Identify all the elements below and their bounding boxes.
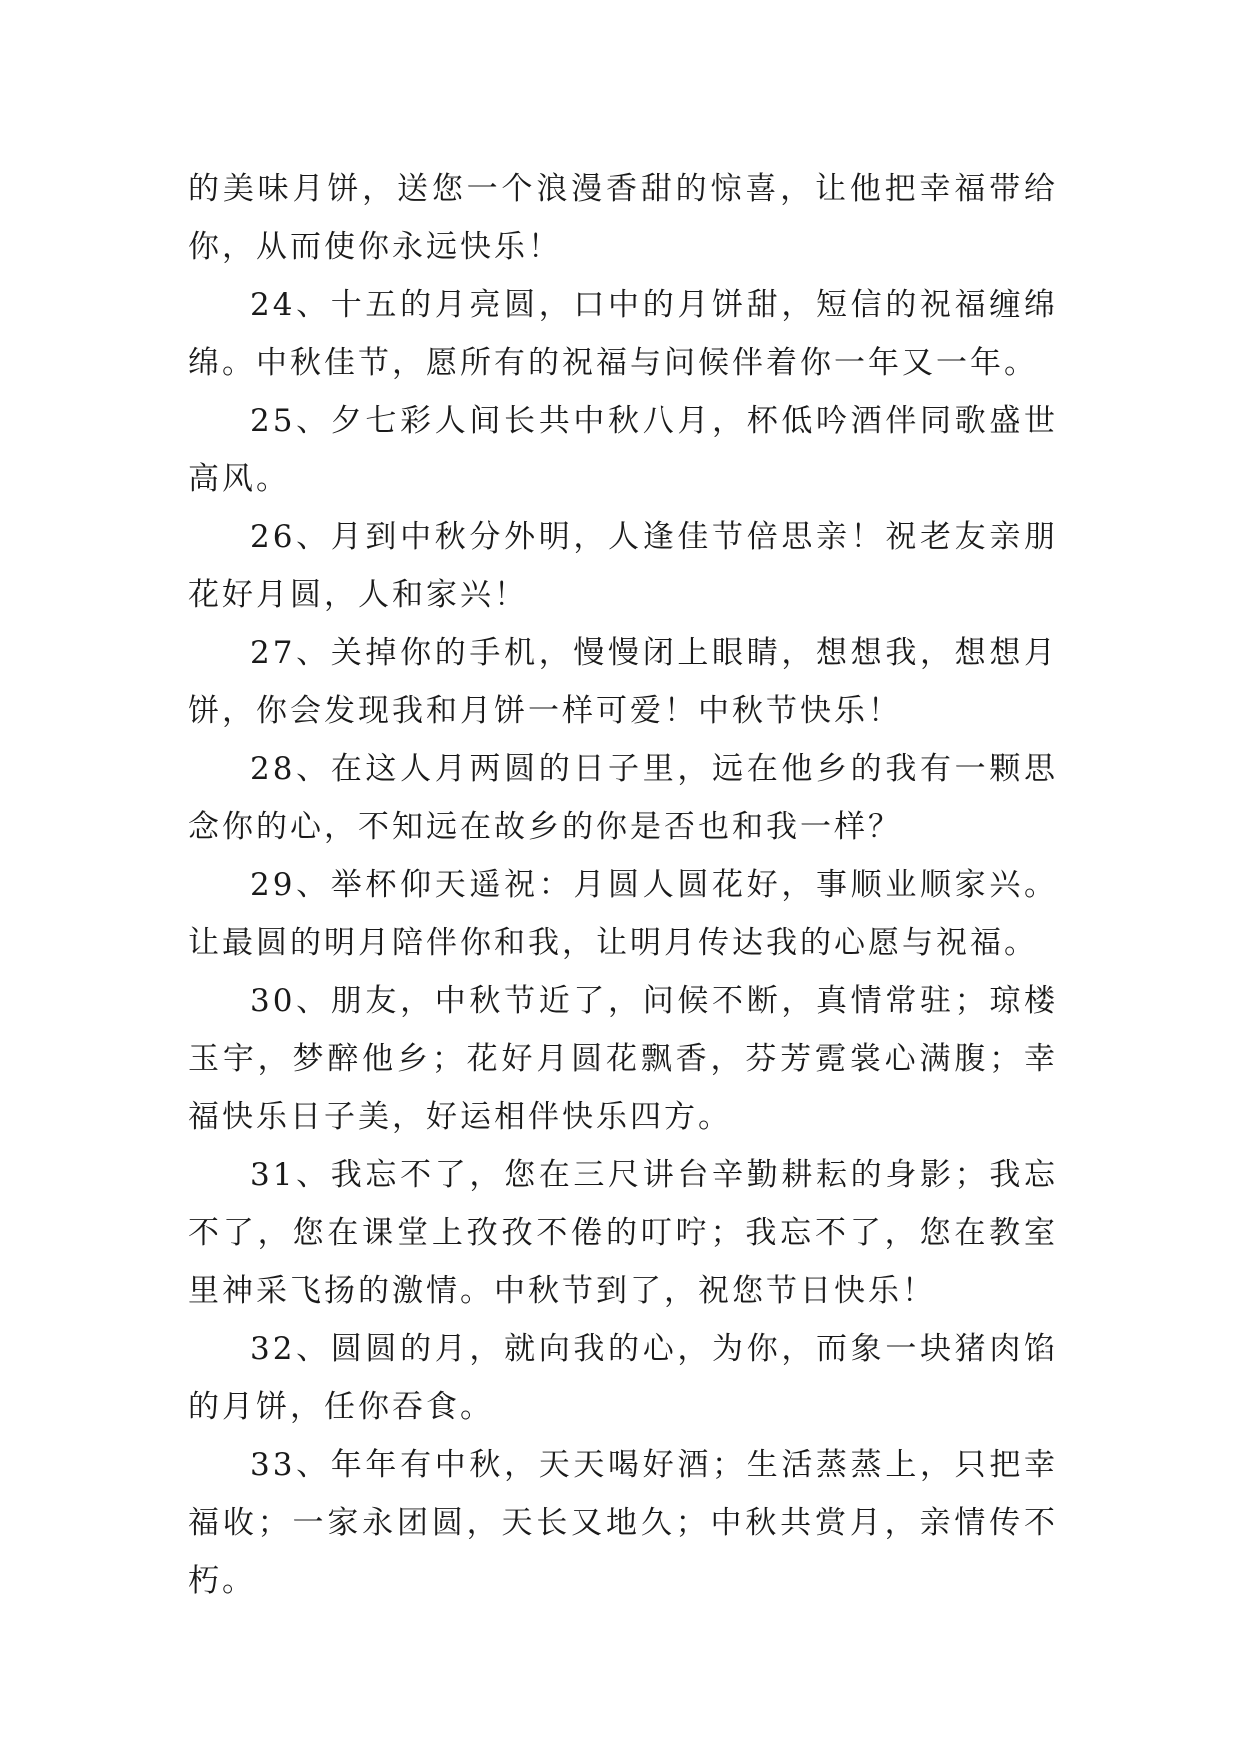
paragraph-31: 31、我忘不了，您在三尺讲台辛勤耕耘的身影；我忘不了，您在课堂上孜孜不倦的叮咛；我忘不了，您在教室里神采飞扬的激情。中秋节到了，祝您节日快乐！ — [188, 1157, 1058, 1309]
paragraph-33: 33、年年有中秋，天天喝好酒；生活蒸蒸上，只把幸福收；一家永团圆，天长又地久；中秋共赏月，亲情传不朽。 — [188, 1447, 1058, 1599]
paragraph-24: 24、十五的月亮圆，口中的月饼甜，短信的祝福缠绵绵。中秋佳节，愿所有的祝福与问候伴着你一年又一年。 — [188, 287, 1058, 381]
paragraph-28: 28、在这人月两圆的日子里，远在他乡的我有一颗思念你的心，不知远在故乡的你是否也和我一样？ — [188, 751, 1058, 845]
paragraph-27: 27、关掉你的手机，慢慢闭上眼睛，想想我，想想月饼，你会发现我和月饼一样可爱！中秋节快乐！ — [188, 635, 1058, 729]
paragraph-25: 25、夕七彩人间长共中秋八月，杯低吟酒伴同歌盛世高风。 — [188, 403, 1058, 497]
paragraph-continued: 的美味月饼，送您一个浪漫香甜的惊喜，让他把幸福带给你，从而使你永远快乐！ — [188, 171, 1058, 265]
paragraph-29: 29、举杯仰天遥祝：月圆人圆花好，事顺业顺家兴。让最圆的明月陪伴你和我，让明月传达我的心愿与祝福。 — [188, 867, 1058, 961]
document-body — [188, 160, 1058, 1610]
paragraph-32: 32、圆圆的月，就向我的心，为你，而象一块猪肉馅的月饼，任你吞食。 — [188, 1331, 1058, 1425]
paragraph-30: 30、朋友，中秋节近了，问候不断，真情常驻；琼楼玉宇，梦醉他乡；花好月圆花飘香，芬芳霓裳心满腹；幸福快乐日子美，好运相伴快乐四方。 — [188, 983, 1058, 1135]
paragraph-26: 26、月到中秋分外明，人逢佳节倍思亲！祝老友亲朋花好月圆，人和家兴！ — [188, 519, 1058, 613]
